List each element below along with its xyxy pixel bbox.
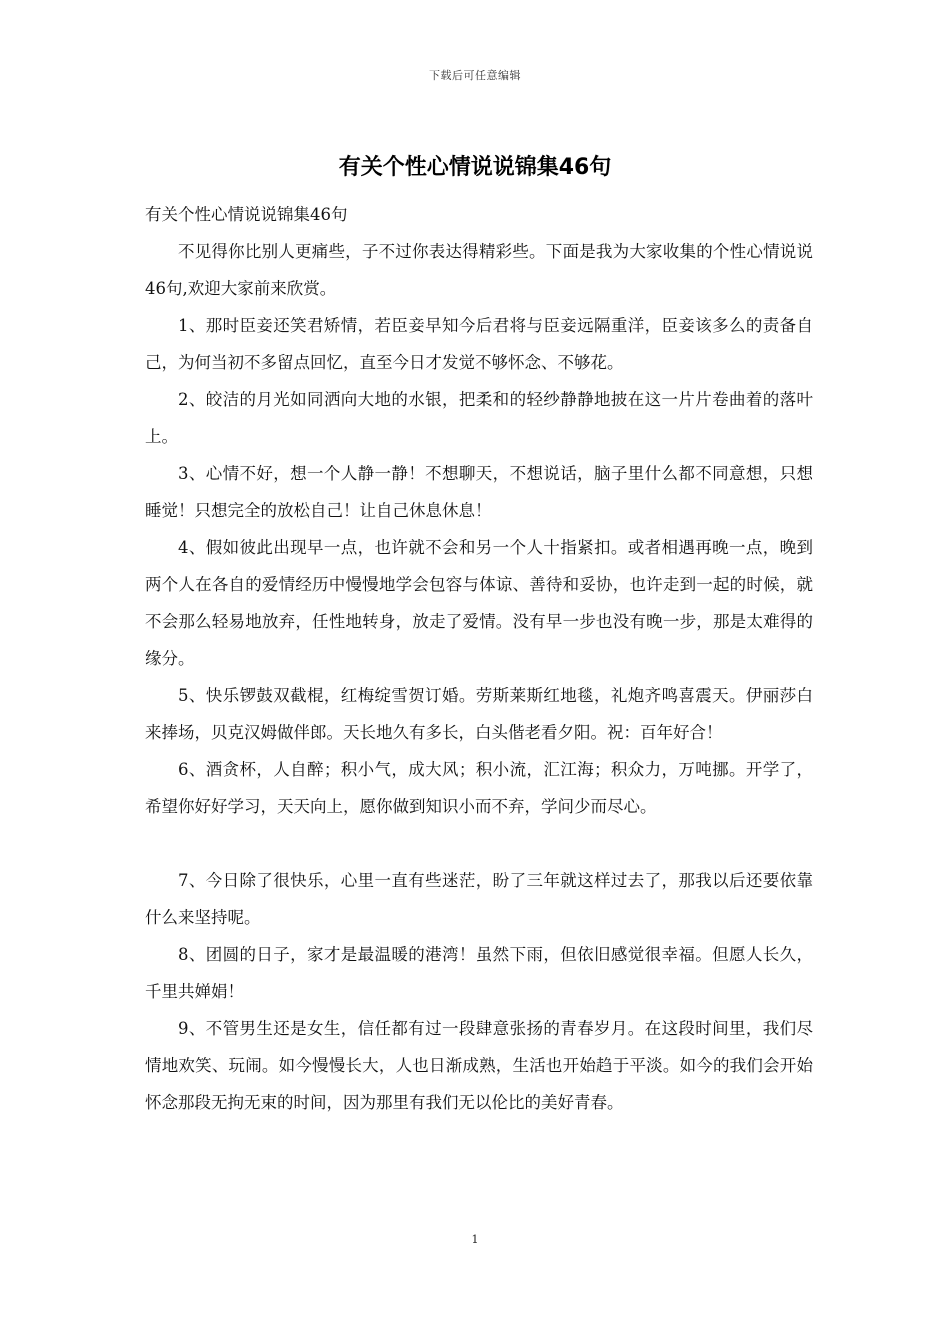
list-item: 9、不管男生还是女生，信任都有过一段肆意张扬的青春岁月。在这段时间里，我们尽情地欢笑、玩闹。如今慢慢长大，人也日渐成熟，生活也开始趋于平淡。如今的我们会开始怀念那段无拘无束的时间，因为那里有我们无以伦比的美好青春。 [145,1019,813,1112]
document-subtitle: 有关个性心情说说锦集46句 [145,205,348,224]
list-item: 5、快乐锣鼓双截棍，红梅绽雪贺订婚。劳斯莱斯红地毯，礼炮齐鸣喜震天。伊丽莎白来捧场，贝克汉姆做伴郎。天长地久有多长，白头偕老看夕阳。祝：百年好合！ [145,686,813,742]
page-number: 1 [471,1233,479,1246]
list-item: 6、酒贪杯，人自醉；积小气，成大风；积小流，汇江海；积众力，万吨挪。开学了，希望你好好学习，天天向上，愿你做到知识小而不弃，学问少而尽心。 [145,760,813,816]
list-item: 4、假如彼此出现早一点，也许就不会和另一个人十指紧扣。或者相遇再晚一点，晚到两个人在各自的爱情经历中慢慢地学会包容与体谅、善待和妥协，也许走到一起的时候，就不会那么轻易地放弃，任性地转身，放走了爱情。没有早一步也没有晚一步，那是太难得的缘分。 [145,538,813,668]
page-header-note: 下载后可任意编辑 [429,69,521,82]
list-item: 3、心情不好，想一个人静一静！不想聊天，不想说话，脑子里什么都不同意想，只想睡觉！只想完全的放松自己！让自己休息休息！ [145,464,813,520]
intro-paragraph: 不见得你比别人更痛些，子不过你表达得精彩些。下面是我为大家收集的个性心情说说46句,欢迎大家前来欣赏。 [145,242,813,298]
list-item: 7、今日除了很快乐，心里一直有些迷茫，盼了三年就这样过去了，那我以后还要依靠什么来坚持呢。 [145,871,813,927]
list-item: 2、皎洁的月光如同洒向大地的水银，把柔和的轻纱静静地披在这一片片卷曲着的落叶上。 [145,390,813,446]
list-item: 8、团圆的日子，家才是最温暖的港湾！虽然下雨，但依旧感觉很幸福。但愿人长久，千里共婵娟！ [145,945,813,1001]
document-body [145,196,813,1121]
list-item: 1、那时臣妾还笑君矫情，若臣妾早知今后君将与臣妾远隔重洋，臣妾该多么的责备自己，为何当初不多留点回忆，直至今日才发觉不够怀念、不够花。 [145,316,813,372]
document-title: 有关个性心情说说锦集46句 [338,155,612,180]
